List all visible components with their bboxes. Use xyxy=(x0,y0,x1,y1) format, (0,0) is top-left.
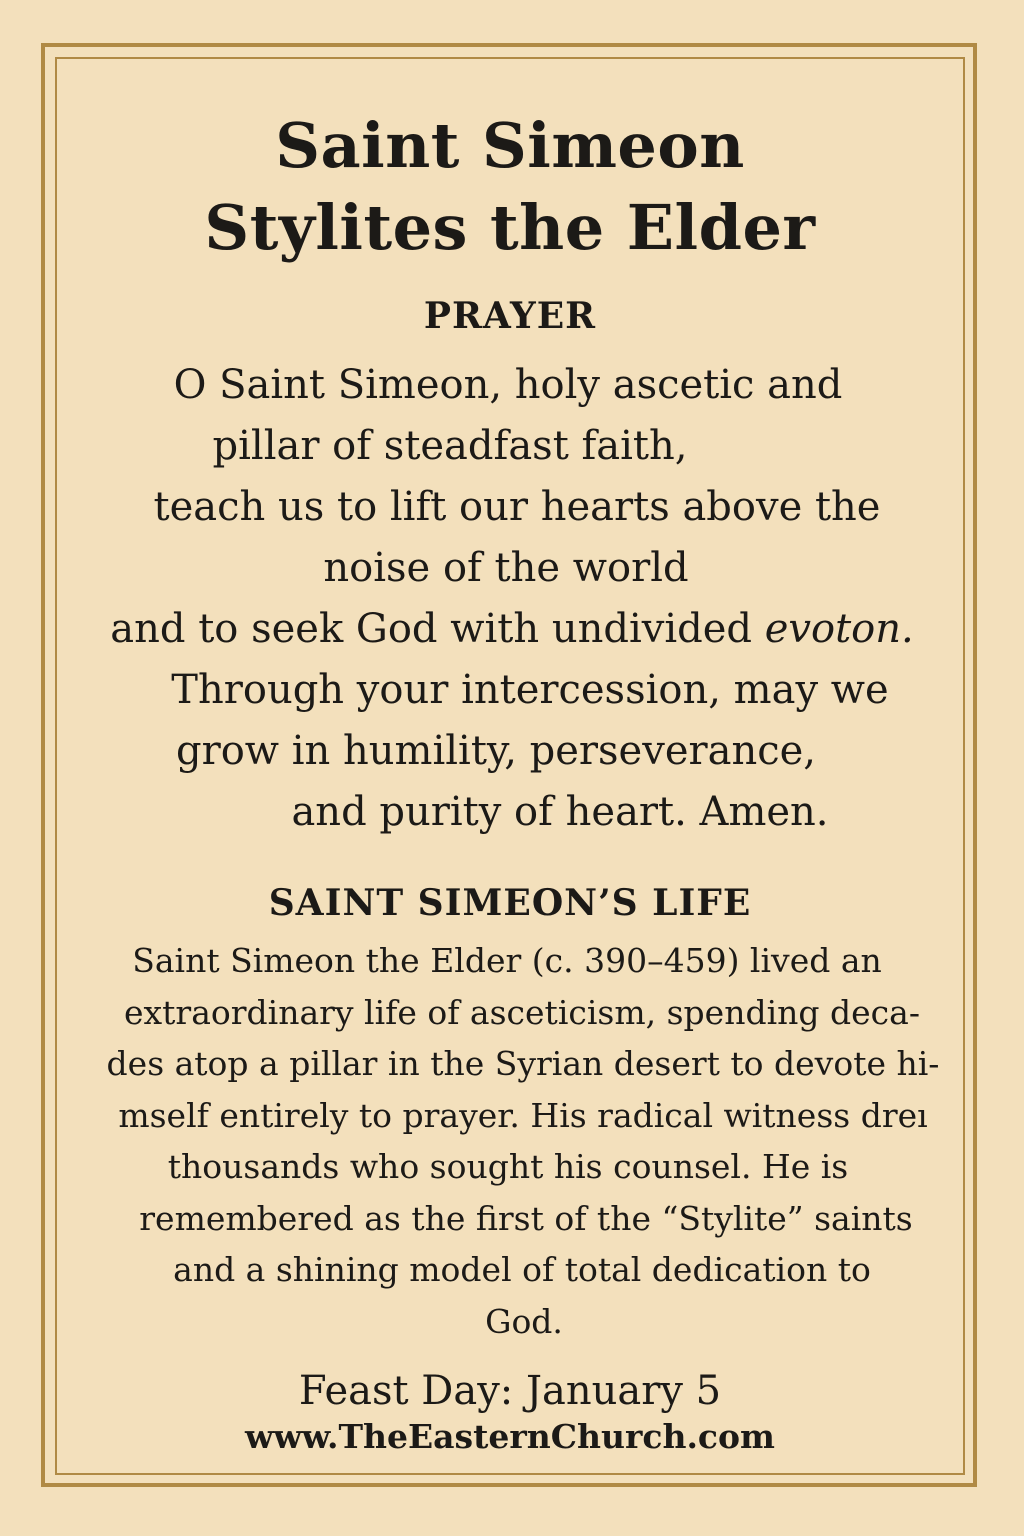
card-title xyxy=(55,105,965,269)
feast-day: Feast Day: January 5 xyxy=(298,1368,722,1414)
prayer-text xyxy=(55,355,965,843)
prayer-line: and purity of heart. Amen. xyxy=(291,789,829,835)
prayer-line: O Saint Simeon, holy ascetic and xyxy=(173,362,843,408)
prayer-card xyxy=(55,57,965,1475)
prayer-line: pillar of steadfast faith, xyxy=(212,423,688,469)
life-line: God. xyxy=(485,1301,563,1341)
life-line: and a shining model of total dedication to xyxy=(173,1250,871,1289)
title-line-2: Stylites the Elder xyxy=(204,191,816,264)
life-line: Saint Simeon the Elder (c. 390–459) lived an xyxy=(132,941,882,980)
life-line: extraordinary life of asceticism, spending deca- xyxy=(124,992,920,1032)
prayer-line: noise of the world xyxy=(323,545,689,591)
prayer-line: Through your intercession, may we xyxy=(171,667,889,713)
prayer-line: and to seek God with undivided evoton. xyxy=(110,606,914,652)
life-text xyxy=(55,935,965,1347)
life-line: mself entirely to prayer. His radical witness dreı xyxy=(118,1095,928,1135)
prayer-heading: PRAYER xyxy=(423,295,597,337)
prayer-line: teach us to lift our hearts above the xyxy=(153,484,881,530)
life-line: remembered as the first of the “Stylite” saints xyxy=(139,1198,913,1238)
website-link[interactable]: www.TheEasternChurch.com xyxy=(245,1417,775,1456)
life-line: thousands who sought his counsel. He is xyxy=(167,1147,849,1186)
life-heading: SAINT SIMEON’S LIFE xyxy=(268,882,752,924)
life-line: des atop a pillar in the Syrian desert to devote hi- xyxy=(106,1044,940,1083)
prayer-line: grow in humility, perseverance, xyxy=(175,728,817,774)
title-line-1: Saint Simeon xyxy=(275,109,745,182)
